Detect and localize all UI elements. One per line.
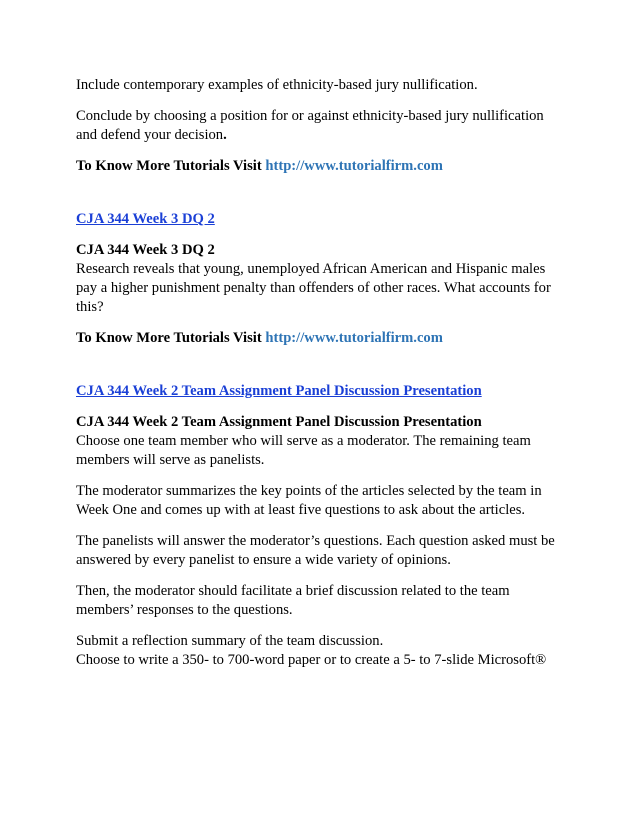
section-1-title-link xyxy=(76,210,576,229)
section-link[interactable]: CJA 344 Week 2 Team Assignment Panel Discussion Presentation xyxy=(76,383,482,399)
text-fragment: and defend your decision xyxy=(76,127,224,143)
text-line: Week One and comes up with at least five questions to ask about the articles. xyxy=(76,502,526,518)
promo-label: To Know More Tutorials Visit xyxy=(76,330,266,346)
promo-url-link[interactable]: http://www.tutorialfirm.com xyxy=(265,158,443,174)
text-line: Include contemporary examples of ethnicity-based jury nullification. xyxy=(76,77,478,93)
text-line: Conclude by choosing a position for or against ethnicity-based jury nullification xyxy=(76,108,544,124)
section-heading: CJA 344 Week 3 DQ 2 xyxy=(76,242,215,258)
text-line: The panelists will answer the moderator’s questions. Each question asked must be xyxy=(76,533,555,549)
intro-paragraph-1 xyxy=(76,76,576,95)
section-2-title-link xyxy=(76,382,576,401)
intro-paragraph-2 xyxy=(76,107,576,145)
text-line: members will serve as panelists. xyxy=(76,452,265,468)
text-line: pay a higher punishment penalty than offenders of other races. What accounts for xyxy=(76,280,551,296)
section-2-body xyxy=(76,413,576,470)
text-line: Choose one team member who will serve as a moderator. The remaining team xyxy=(76,433,531,449)
promo-line-1 xyxy=(76,157,576,176)
section-1-body xyxy=(76,241,576,317)
text-line: members’ responses to the questions. xyxy=(76,602,293,618)
text-line: Choose to write a 350- to 700-word paper or to create a 5- to 7-slide Microsoft® xyxy=(76,652,547,668)
section-2-paragraph-4 xyxy=(76,632,576,670)
text-period: . xyxy=(223,127,227,143)
promo-label: To Know More Tutorials Visit xyxy=(76,158,266,174)
text-line: answered by every panelist to ensure a wide variety of opinions. xyxy=(76,552,451,568)
text-line: Submit a reflection summary of the team discussion. xyxy=(76,633,384,649)
promo-url-link[interactable]: http://www.tutorialfirm.com xyxy=(265,330,443,346)
text-line xyxy=(76,329,576,348)
text-line: this? xyxy=(76,299,104,315)
text-line: The moderator summarizes the key points of the articles selected by the team in xyxy=(76,483,542,499)
text-line xyxy=(76,126,576,145)
text-line: Then, the moderator should facilitate a brief discussion related to the team xyxy=(76,583,510,599)
text-line: Research reveals that young, unemployed African American and Hispanic males xyxy=(76,261,546,277)
promo-line-2 xyxy=(76,329,576,348)
section-2-paragraph-3 xyxy=(76,582,576,620)
section-2-paragraph-2 xyxy=(76,532,576,570)
text-line xyxy=(76,157,576,176)
section-heading: CJA 344 Week 2 Team Assignment Panel Discussion Presentation xyxy=(76,414,482,430)
document-page xyxy=(76,76,576,670)
section-link[interactable]: CJA 344 Week 3 DQ 2 xyxy=(76,211,215,227)
section-2-paragraph-1 xyxy=(76,482,576,520)
